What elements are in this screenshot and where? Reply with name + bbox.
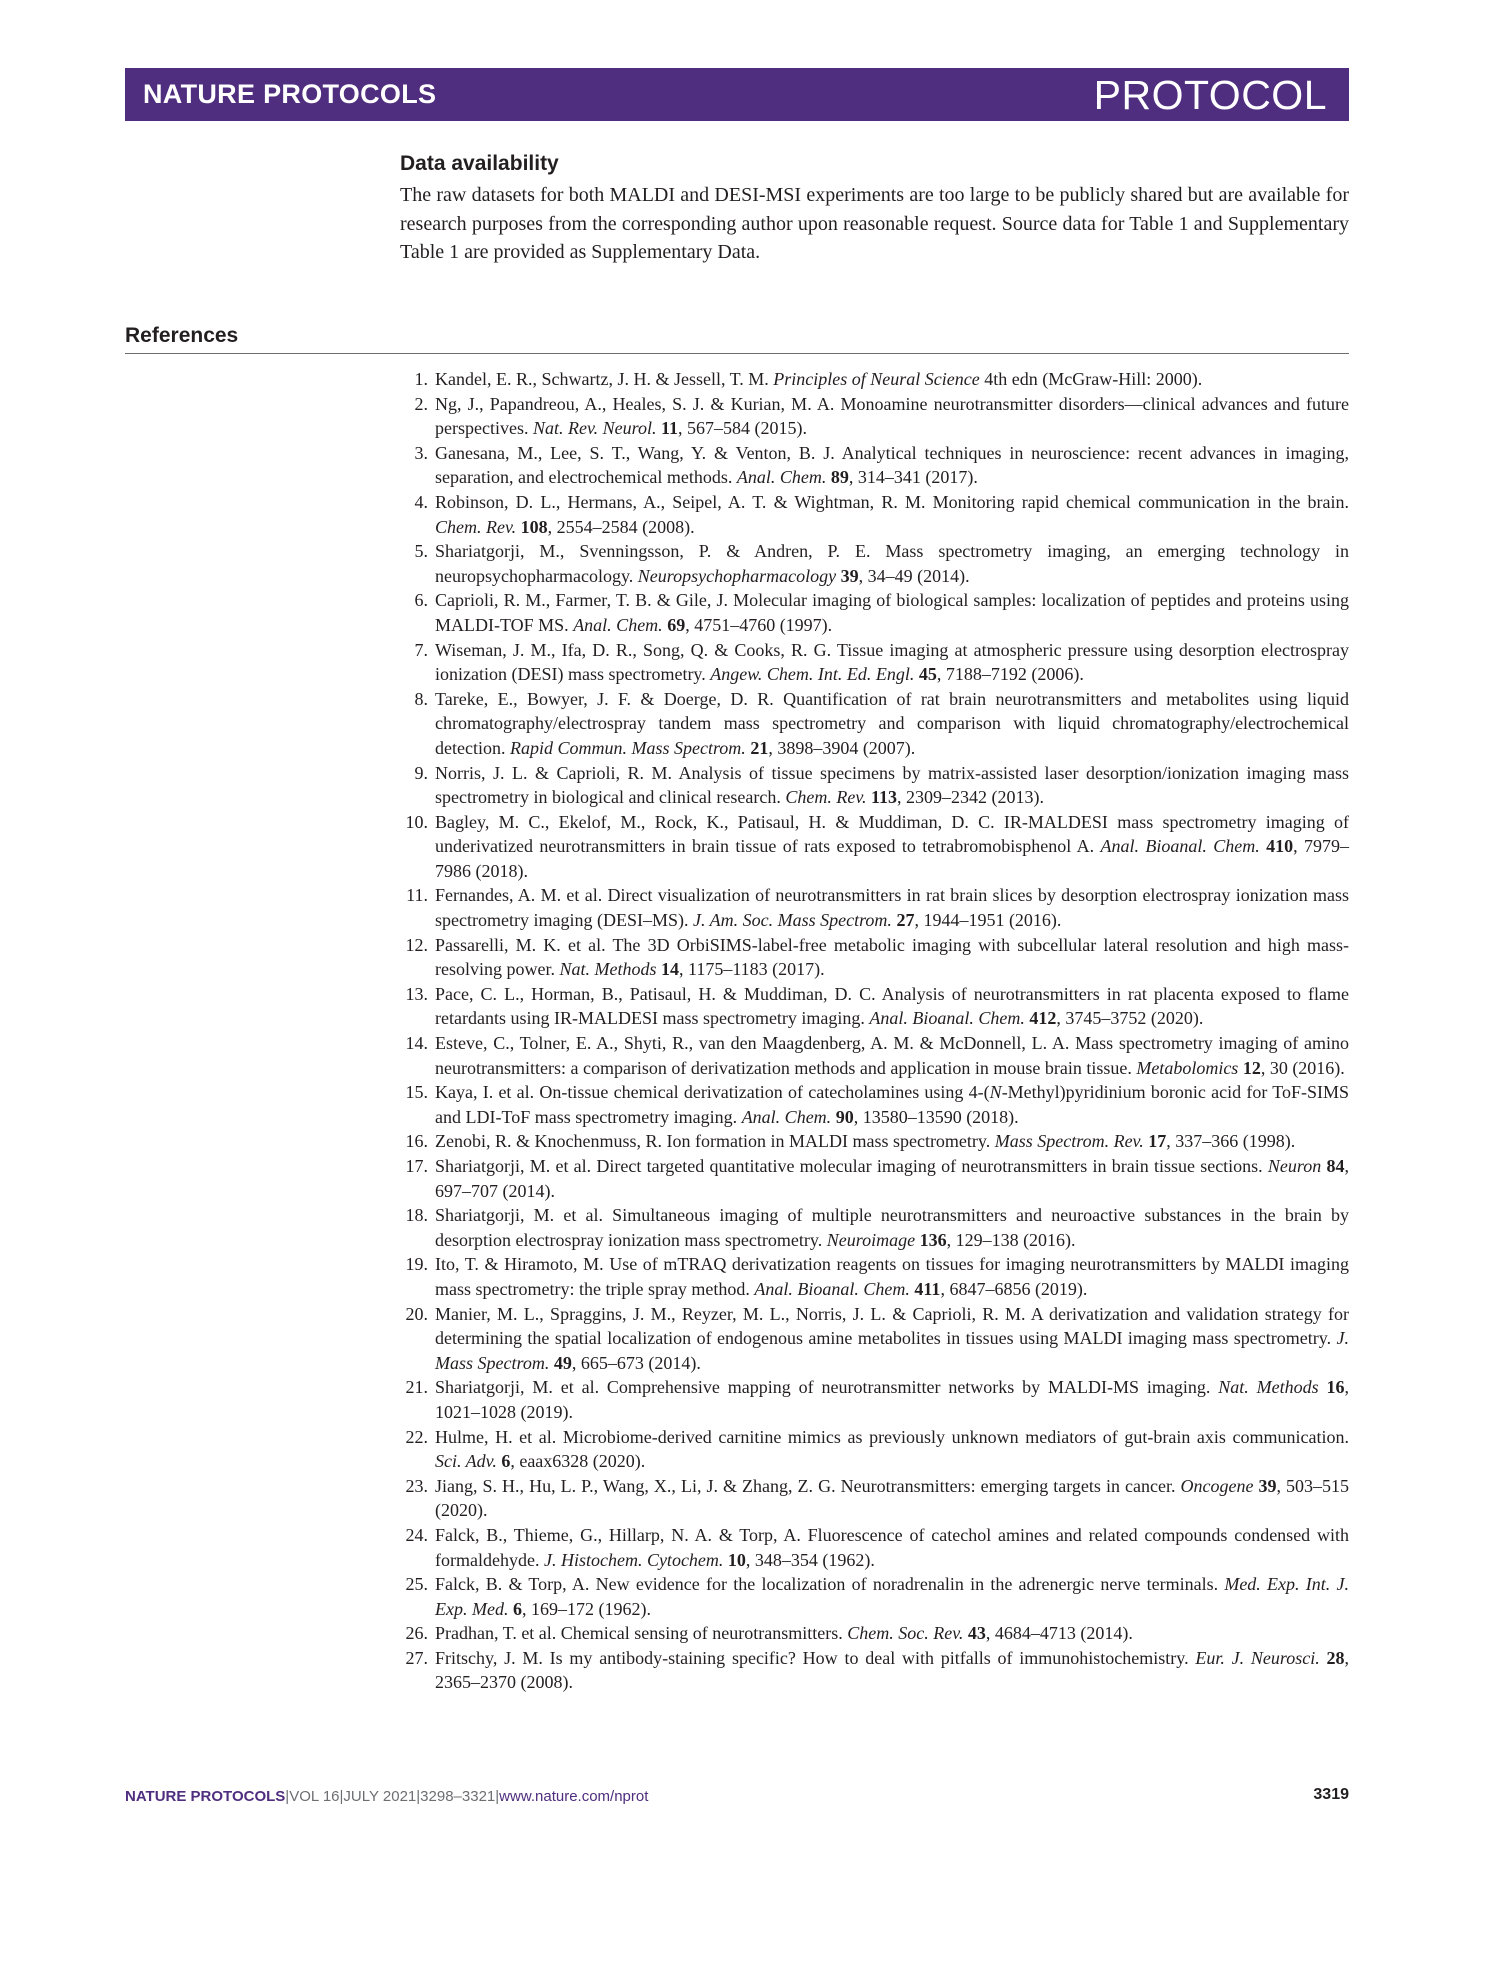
reference-number: 20. <box>405 1303 428 1324</box>
reference-item <box>400 982 1349 1031</box>
reference-number: 13. <box>405 983 428 1004</box>
reference-item <box>400 1031 1349 1080</box>
reference-list <box>400 367 1349 1695</box>
reference-text: Falck, B., Thieme, G., Hillarp, N. A. & Torp, A. Fluorescence of catechol amines and related compounds condensed with formaldehyde. J. Histochem. Cytochem. 10, 348–354 (1962). <box>435 1524 1349 1570</box>
reference-number: 4. <box>414 491 428 512</box>
reference-text: Falck, B. & Torp, A. New evidence for the localization of noradrenalin in the adrenergic nerve terminals. Med. Exp. Int. J. Exp. Med. 6, 169–172 (1962). <box>435 1574 1349 1619</box>
reference-number: 7. <box>414 639 428 660</box>
footer-journal: NATURE PROTOCOLS <box>125 1788 286 1805</box>
reference-item <box>400 687 1349 761</box>
reference-number: 17. <box>405 1156 428 1176</box>
reference-number: 18. <box>405 1205 428 1226</box>
footer-separator: | <box>339 1788 344 1805</box>
journal-name: NATURE PROTOCOLS <box>143 79 437 109</box>
footer-volume: VOL 16 <box>289 1788 340 1805</box>
reference-text: Shariatgorji, M. et al. Simultaneous imaging of multiple neurotransmitters and neuroactive substances in the brain by desorption electrospray ionization mass spectrometry. Neuroimage 136, 129–138 (2016). <box>435 1205 1349 1250</box>
references-heading: References <box>125 324 239 347</box>
reference-number: 5. <box>414 541 428 562</box>
reference-item <box>400 1080 1349 1129</box>
reference-item <box>400 1203 1349 1252</box>
reference-text: Wiseman, J. M., Ifa, D. R., Song, Q. & Cooks, R. G. Tissue imaging at atmospheric pressure using desorption electrospray ionization (DESI) mass spectrometry. Angew. Chem. Int. Ed. Engl. 45, 7188–7192 (2006). <box>435 639 1349 685</box>
reference-text: Ganesana, M., Lee, S. T., Wang, Y. & Venton, B. J. Analytical techniques in neuroscience: recent advances in imaging, separation, and electrochemical methods. Anal. Chem. 89, 314–341 (2017). <box>435 442 1349 488</box>
reference-item <box>400 1621 1349 1646</box>
reference-text: Pace, C. L., Horman, B., Patisaul, H. & Muddiman, D. C. Analysis of neurotransmitters in rat placenta exposed to flame retardants using IR-MALDESI mass spectrometry imaging. Anal. Bioanal. Chem. 412, 3745–3752 (2020). <box>435 983 1349 1029</box>
reference-number: 10. <box>405 811 428 832</box>
page-number: 3319 <box>1313 1786 1349 1803</box>
section-type-label: PROTOCOL <box>1093 72 1327 118</box>
reference-item <box>400 810 1349 884</box>
reference-text: Passarelli, M. K. et al. The 3D OrbiSIMS-label-free metabolic imaging with subcellular lateral resolution and high mass-resolving power. Nat. Methods 14, 1175–1183 (2017). <box>435 934 1349 980</box>
footer-citation <box>125 1788 648 1805</box>
footer-pages: 3298–3321 <box>420 1788 496 1805</box>
reference-item <box>400 490 1349 539</box>
reference-number: 22. <box>405 1426 428 1447</box>
reference-item <box>400 1474 1349 1523</box>
reference-text: Ito, T. & Hiramoto, M. Use of mTRAQ derivatization reagents on tissues for imaging neurotransmitters by MALDI imaging mass spectrometry: the triple spray method. Anal. Bioanal. Chem. 411, 6847–6856 (2019). <box>435 1254 1349 1299</box>
reference-text: Shariatgorji, M. et al. Direct targeted quantitative molecular imaging of neurotransmitters in brain tissue sections. Neuron 84, 697–707 (2014). <box>435 1156 1349 1201</box>
reference-item <box>400 441 1349 490</box>
reference-number: 19. <box>405 1254 428 1275</box>
reference-item <box>400 638 1349 687</box>
reference-item <box>400 1523 1349 1572</box>
data-availability-text: The raw datasets for both MALDI and DESI-MSI experiments are too large to be publicly shared but are available for research purposes from the corresponding author upon reasonable request. Source data for Table 1 and Supplementary Table 1 are provided as Supplementary Data. <box>400 184 1349 263</box>
reference-text: Caprioli, R. M., Farmer, T. B. & Gile, J. Molecular imaging of biological samples: localization of peptides and proteins using MALDI-TOF MS. Anal. Chem. 69, 4751–4760 (1997). <box>435 590 1349 635</box>
reference-item <box>400 539 1349 588</box>
reference-item <box>400 1572 1349 1621</box>
reference-number: 21. <box>405 1377 428 1398</box>
reference-text: Fernandes, A. M. et al. Direct visualization of neurotransmitters in rat brain slices by desorption electrospray ionization mass spectrometry imaging (DESI–MS). J. Am. Soc. Mass Spectrom. 27, 1944–1951 (2016). <box>435 885 1349 931</box>
reference-number: 2. <box>414 393 428 414</box>
footer-separator: | <box>495 1788 500 1805</box>
footer-separator: | <box>285 1788 290 1805</box>
reference-number: 11. <box>406 885 428 906</box>
reference-number: 15. <box>405 1082 428 1103</box>
data-availability-heading: Data availability <box>400 152 559 175</box>
reference-item <box>400 392 1349 441</box>
reference-text: Zenobi, R. & Knochenmuss, R. Ion formation in MALDI mass spectrometry. Mass Spectrom. Rev. 17, 337–366 (1998). <box>435 1131 1296 1152</box>
reference-text: Tareke, E., Bowyer, J. F. & Doerge, D. R. Quantification of rat brain neurotransmitters and metabolites using liquid chromatography/electrospray tandem mass spectrometry and comparison with liquid chromatography/electrochemical detection. Rapid Commun. Mass Spectrom. 21, 3898–3904 (2007). <box>435 688 1349 758</box>
reference-item <box>400 883 1349 932</box>
reference-text: Robinson, D. L., Hermans, A., Seipel, A. T. & Wightman, R. M. Monitoring rapid chemical communication in the brain. Chem. Rev. 108, 2554–2584 (2008). <box>435 491 1349 537</box>
reference-number: 8. <box>414 688 428 709</box>
reference-item <box>400 761 1349 810</box>
reference-number: 12. <box>405 934 428 955</box>
reference-number: 25. <box>405 1574 428 1595</box>
reference-number: 1. <box>414 369 428 389</box>
reference-number: 26. <box>405 1623 428 1644</box>
reference-item <box>400 933 1349 982</box>
reference-item <box>400 1646 1349 1695</box>
footer-date: JULY 2021 <box>343 1788 417 1805</box>
reference-text: Norris, J. L. & Caprioli, R. M. Analysis of tissue specimens by matrix-assisted laser desorption/ionization imaging mass spectrometry in biological and clinical research. Chem. Rev. 113, 2309–2342 (2013). <box>435 762 1349 808</box>
reference-text: Esteve, C., Tolner, E. A., Shyti, R., van den Maagdenberg, A. M. & McDonnell, L. A. Mass spectrometry imaging of amino neurotransmitters: a comparison of derivatization methods and application in mouse brain tissue. Metabolomics 12, 30 (2016). <box>435 1033 1349 1078</box>
reference-text: Shariatgorji, M. et al. Comprehensive mapping of neurotransmitter networks by MALDI-MS imaging. Nat. Methods 16, 1021–1028 (2019). <box>435 1377 1350 1422</box>
reference-item <box>400 1154 1349 1203</box>
reference-text: Fritschy, J. M. Is my antibody-staining specific? How to deal with pitfalls of immunohistochemistry. Eur. J. Neurosci. 28, 2365–2370 (2008). <box>435 1647 1350 1693</box>
reference-text: Kaya, I. et al. On-tissue chemical derivatization of catecholamines using 4-(N-Methyl)pyridinium boronic acid for ToF-SIMS and LDI-ToF mass spectrometry imaging. Anal. Chem. 90, 13580–13590 (2018). <box>435 1082 1350 1127</box>
reference-number: 9. <box>414 762 428 783</box>
reference-number: 3. <box>414 442 428 463</box>
reference-number: 6. <box>414 590 428 611</box>
reference-item <box>400 1375 1349 1424</box>
reference-item <box>400 367 1349 392</box>
reference-text: Bagley, M. C., Ekelof, M., Rock, K., Patisaul, H. & Muddiman, D. C. IR-MALDESI mass spectrometry imaging of underivatized neurotransmitters in brain tissue of rats exposed to tetrabromobisphenol A. Anal. Bioanal. Chem. 410, 7979–7986 (2018). <box>435 811 1350 881</box>
reference-item <box>400 588 1349 637</box>
reference-text: Ng, J., Papandreou, A., Heales, S. J. & Kurian, M. A. Monoamine neurotransmitter disorders—clinical advances and future perspectives. Nat. Rev. Neurol. 11, 567–584 (2015). <box>435 393 1349 439</box>
reference-number: 14. <box>405 1033 428 1054</box>
journal-header-band <box>125 68 1349 121</box>
reference-text: Manier, M. L., Spraggins, J. M., Reyzer, M. L., Norris, J. L. & Caprioli, R. M. A derivatization and validation strategy for determining the spatial localization of endogenous amine metabolites in tissues using MALDI imaging mass spectrometry. J. Mass Spectrom. 49, 665–673 (2014). <box>435 1303 1349 1373</box>
reference-item <box>400 1129 1349 1154</box>
footer-url-link[interactable]: www.nature.com/nprot <box>499 1788 649 1805</box>
reference-item <box>400 1425 1349 1474</box>
reference-number: 23. <box>405 1475 428 1496</box>
reference-text: Pradhan, T. et al. Chemical sensing of neurotransmitters. Chem. Soc. Rev. 43, 4684–4713 (2014). <box>435 1623 1133 1644</box>
references-divider <box>125 353 1349 354</box>
reference-number: 24. <box>405 1524 428 1545</box>
reference-text: Shariatgorji, M., Svenningsson, P. & Andren, P. E. Mass spectrometry imaging, an emerging technology in neuropsychopharmacology. Neuropsychopharmacology 39, 34–49 (2014). <box>435 541 1349 586</box>
reference-number: 16. <box>405 1131 428 1152</box>
reference-text: Kandel, E. R., Schwartz, J. H. & Jessell, T. M. Principles of Neural Science 4th edn (McGraw-Hill: 2000). <box>435 369 1203 389</box>
reference-text: Jiang, S. H., Hu, L. P., Wang, X., Li, J. & Zhang, Z. G. Neurotransmitters: emerging targets in cancer. Oncogene 39, 503–515 (2020). <box>435 1475 1350 1521</box>
footer-separator: | <box>416 1788 421 1805</box>
reference-item <box>400 1302 1349 1376</box>
reference-number: 27. <box>405 1647 428 1668</box>
reference-text: Hulme, H. et al. Microbiome-derived carnitine mimics as previously unknown mediators of gut-brain axis communication. Sci. Adv. 6, eaax6328 (2020). <box>435 1426 1349 1472</box>
reference-item <box>400 1252 1349 1301</box>
